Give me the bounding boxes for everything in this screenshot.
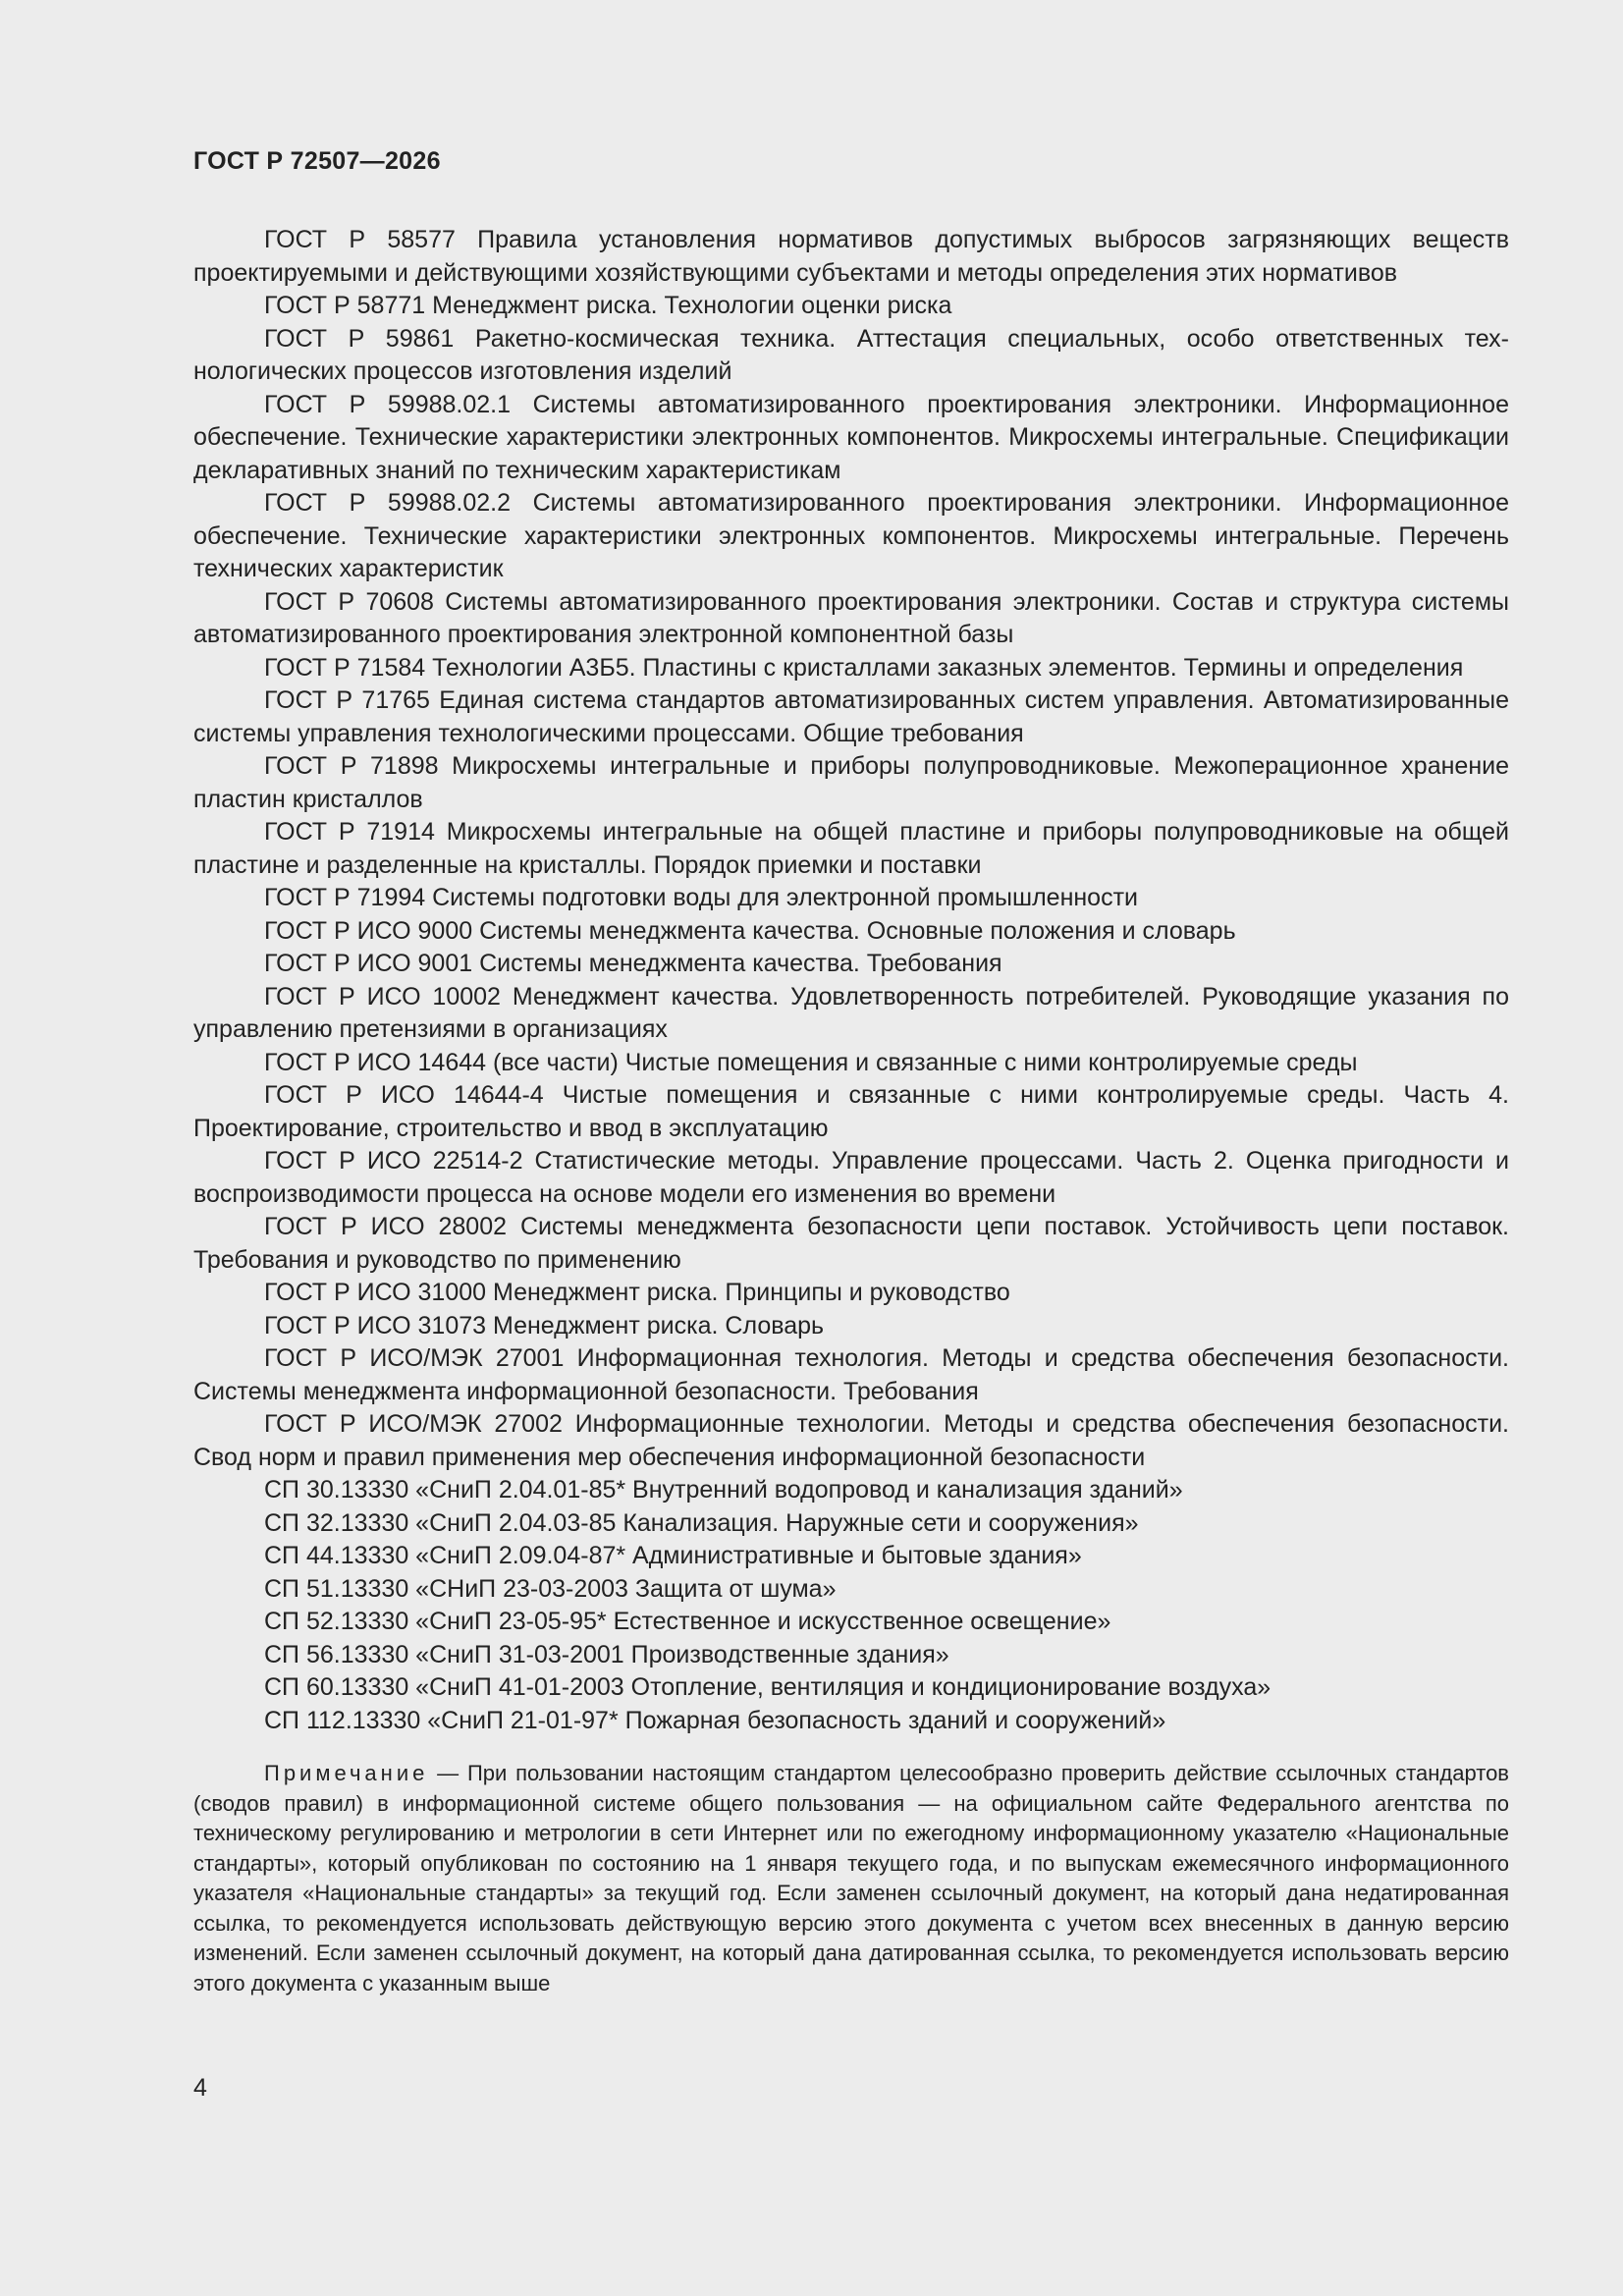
reference-item: ГОСТ Р 58577 Правила установления нормативов допустимых выбросов загрязняющих веществ проектируемыми и действующими хозяйствующими субъектами и методы определения этих нормативов bbox=[193, 226, 1509, 287]
reference-item: ГОСТ Р ИСО 10002 Менеджмент качества. Удовлетворенность потребителей. Руководящие указания по управлению претензиями в организациях bbox=[193, 982, 1509, 1043]
reference-item: ГОСТ Р 59988.02.2 Системы автоматизированного проектирования электроники. Информационное обеспечение. Технические характеристики электронных компонентов. Микросхемы интегральные. Перечень технических характеристик bbox=[193, 489, 1509, 582]
reference-list bbox=[193, 224, 1509, 1737]
note-text: — При пользовании настоящим стандартом целесообразно проверить действие ссылочных стандартов (сводов правил) в информационной системе общего пользования — на официальном сайте Федерального агентства по техническому регулированию и метрологии в сети Интернет или по ежегодному информационному указателю «Национальные стандарты», который опубликован по состоянию на 1 января текущего года, и по выпускам ежемесячного информационного указателя «Национальные стандарты» за текущий год. Если заменен ссылочный документ, на который дана недатированная ссылка, то рекомендуется использовать действующую версию этого документа с учетом всех внесенных в данную версию изменений. Если заменен ссылочный документ, на который дана датированная ссылка, то рекомендуется использовать версию этого документа с указанным выше bbox=[193, 1761, 1509, 1995]
document-header: ГОСТ Р 72507—2026 bbox=[193, 147, 441, 175]
reference-item: ГОСТ Р 71994 Системы подготовки воды для электронной промышленности bbox=[264, 884, 1139, 911]
reference-item: ГОСТ Р ИСО 9001 Системы менеджмента качества. Требования bbox=[264, 950, 1002, 977]
reference-item: СП 44.13330 «СниП 2.09.04-87* Административные и бытовые здания» bbox=[264, 1542, 1082, 1569]
reference-item: ГОСТ Р 71765 Единая система стандартов автоматизированных систем управления. Автоматизированные системы управления технологическими процессами. Общие требования bbox=[193, 686, 1509, 747]
reference-item: ГОСТ Р 58771 Менеджмент риска. Технологии оценки риска bbox=[264, 292, 952, 319]
page-number: 4 bbox=[193, 2074, 207, 2102]
reference-item: ГОСТ Р ИСО 9000 Системы менеджмента качества. Основные положения и словарь bbox=[264, 916, 1236, 945]
note-label: Примечание bbox=[264, 1761, 429, 1785]
reference-item: СП 112.13330 «СниП 21-01-97* Пожарная безопасность зданий и сооружений» bbox=[264, 1706, 1166, 1734]
reference-item: ГОСТ Р 71914 Микросхемы интегральные на общей пластине и приборы полупроводниковые на общей пластине и разделенные на кристаллы. Порядок приемки и поставки bbox=[193, 818, 1509, 879]
reference-item: ГОСТ Р ИСО 14644-4 Чистые помещения и связанные с ними контролируемые среды. Часть 4. Проектирование, строительство и ввод в эксплуатацию bbox=[193, 1081, 1509, 1142]
reference-item: ГОСТ Р ИСО 28002 Системы менеджмента безопасности цепи поставок. Устойчивость цепи поставок. Требования и руководство по применению bbox=[193, 1213, 1509, 1274]
reference-item: ГОСТ Р 59861 Ракетно-космическая техника. Аттестация специальных, особо ответственных технологических процессов изготовления изделий bbox=[193, 324, 1509, 385]
reference-item: ГОСТ Р ИСО 14644 (все части) Чистые помещения и связанные с ними контролируемые среды bbox=[264, 1048, 1358, 1076]
reference-item: СП 56.13330 «СниП 31-03-2001 Производственные здания» bbox=[264, 1640, 949, 1668]
reference-item: ГОСТ Р 59988.02.1 Системы автоматизированного проектирования электроники. Информационное обеспечение. Технические характеристики электронных компонентов. Микросхемы интегральные. Спецификации декларативных знаний по техническим характеристикам bbox=[193, 390, 1509, 484]
reference-item: СП 32.13330 «СниП 2.04.03-85 Канализация. Наружные сети и сооружения» bbox=[264, 1508, 1139, 1537]
reference-item: ГОСТ Р 71584 Технологии А3Б5. Пластины с кристаллами заказных элементов. Термины и определения bbox=[264, 653, 1464, 682]
reference-item: ГОСТ Р 70608 Системы автоматизированного проектирования электроники. Состав и структура системы автоматизированного проектирования электронной компонентной базы bbox=[193, 587, 1509, 648]
reference-item: ГОСТ Р ИСО 22514-2 Статистические методы. Управление процессами. Часть 2. Оценка пригодности и воспроизводимости процесса на основе модели его изменения во времени bbox=[193, 1147, 1509, 1208]
references-section bbox=[193, 224, 1509, 2020]
reference-item: ГОСТ Р ИСО/МЭК 27001 Информационная технология. Методы и средства обеспечения безопасности. Системы менеджмента информационной безопасности. Требования bbox=[193, 1344, 1509, 1405]
reference-item: СП 30.13330 «СниП 2.04.01-85* Внутренний водопровод и канализация зданий» bbox=[264, 1476, 1183, 1503]
reference-item: СП 51.13330 «СНиП 23-03-2003 Защита от шума» bbox=[264, 1574, 837, 1603]
reference-item: СП 52.13330 «СниП 23-05-95* Естественное и искусственное освещение» bbox=[264, 1608, 1111, 1635]
note-paragraph bbox=[193, 1759, 1509, 1998]
reference-item: ГОСТ Р ИСО 31000 Менеджмент риска. Принципы и руководство bbox=[264, 1279, 1010, 1306]
reference-item: ГОСТ Р 71898 Микросхемы интегральные и приборы полупроводниковые. Межоперационное хранение пластин кристаллов bbox=[193, 752, 1509, 813]
reference-item: ГОСТ Р ИСО 31073 Менеджмент риска. Словарь bbox=[264, 1311, 825, 1339]
reference-item: ГОСТ Р ИСО/МЭК 27002 Информационные технологии. Методы и средства обеспечения безопасности. Свод норм и правил применения мер обеспечения информационной безопасности bbox=[193, 1410, 1509, 1471]
reference-item: СП 60.13330 «СниП 41-01-2003 Отопление, вентиляция и кондиционирование воздуха» bbox=[264, 1673, 1271, 1701]
